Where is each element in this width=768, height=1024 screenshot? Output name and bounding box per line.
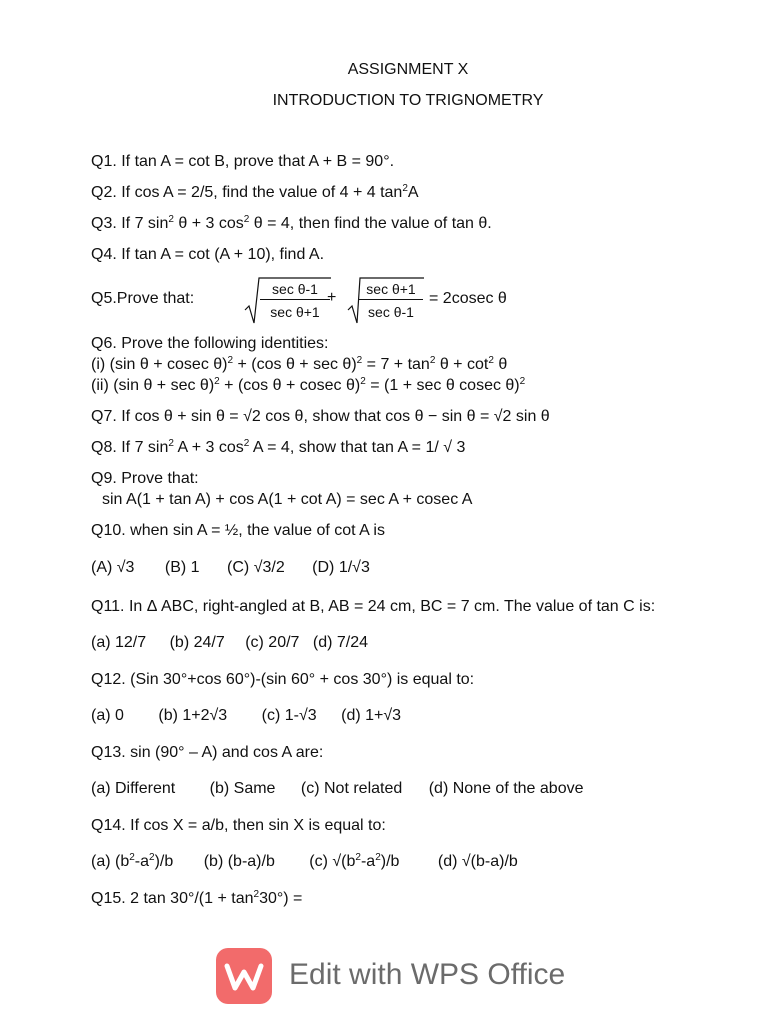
option: (d) √(b-a)/b bbox=[437, 853, 518, 870]
option: (b) 24/7 bbox=[169, 634, 225, 651]
option: (d) 1+√3 bbox=[341, 707, 402, 724]
option: (c) Not related bbox=[300, 780, 403, 797]
question-11-options bbox=[91, 633, 368, 653]
wps-logo-icon[interactable] bbox=[216, 948, 272, 1004]
option: (b) 1+2√3 bbox=[158, 707, 228, 724]
question-3: Q3. If 7 $\sin^2 \theta + 3$ $\cos^2 \theta = 4$, then find the value of tan θ. bbox=[91, 214, 492, 232]
question-12: Q12. (Sin 30°+cos 60°)-(sin 60° + cos 30°) is equal to: bbox=[91, 671, 475, 688]
question-9-title: Q9. Prove that: bbox=[91, 470, 199, 487]
question-10-options bbox=[91, 558, 370, 578]
option: (a) 0 bbox=[91, 707, 124, 724]
question-6-part-ii: (ii) (sin θ + sec θ)$^2$ + (cos θ + cosec θ)$^2$ = (1 + sec θ cosec θ)$^2$ bbox=[91, 376, 526, 394]
option: (d) None of the above bbox=[428, 780, 584, 797]
question-6-title: Q6. Prove the following identities: bbox=[91, 335, 329, 352]
wps-brand-text[interactable]: Edit with WPS Office bbox=[289, 958, 566, 991]
option: (b) Same bbox=[209, 780, 276, 797]
question-11: Q11. In Δ ABC, right-angled at B, AB = 24 cm, BC = 7 cm. The value of tan C is: bbox=[91, 598, 656, 615]
question-13: Q13. sin (90° – A) and cos A are: bbox=[91, 744, 324, 761]
option: (a) $(b^2-a^2)/b$ bbox=[91, 852, 174, 870]
question-4: Q4. If tan A = cot (A + 10), find A. bbox=[91, 246, 325, 263]
option: (c) 20/7 bbox=[245, 634, 300, 651]
option: (D) 1/√3 bbox=[312, 559, 370, 576]
question-2: Q2. If cos A = 2/5, find the value of 4 + 4 $\tan^2A$ bbox=[91, 183, 419, 201]
question-6-part-i: (i) (sin θ + cosec θ)$^2$ + (cos $\theta + \sec \theta)^2 = 7 + \tan^2 \theta + \cot^2 \theta$ bbox=[91, 355, 508, 373]
option: (A) √3 bbox=[91, 559, 135, 576]
option: (c) $√(b^2-a^2)/b$ bbox=[309, 852, 400, 870]
page-title: ASSIGNMENT X bbox=[347, 61, 469, 78]
option: (d) 7/24 bbox=[312, 634, 369, 651]
question-12-options bbox=[91, 706, 401, 726]
option: (a) 12/7 bbox=[91, 634, 147, 651]
question-1: Q1. If tan A = cot B, prove that A + B = 90°. bbox=[91, 153, 395, 170]
option: (a) Different bbox=[91, 780, 176, 797]
page-subtitle: INTRODUCTION TO TRIGNOMETRY bbox=[272, 92, 544, 109]
option: (C) √3/2 bbox=[227, 559, 285, 576]
question-9-body: sin A(1 + tan A) + cos A(1 + cot A) = sec A + cosec A bbox=[102, 491, 473, 508]
question-15: Q15. 2 $\tan 30^\circ/(1 + \tan^230^\circ)$ = bbox=[91, 889, 303, 907]
wps-w-mark-icon bbox=[216, 948, 272, 1004]
question-14-options bbox=[91, 852, 518, 874]
question-14: Q14. If cos X = a/b, then sin X is equal to: bbox=[91, 817, 386, 834]
question-10: Q10. when sin A = ½, the value of cot A is bbox=[91, 522, 385, 539]
question-7: Q7. If cos θ + sin θ = √2 cos θ, show that cos θ − sin θ = √2 sin θ bbox=[91, 408, 550, 425]
option: (b) (b-a)/b bbox=[203, 853, 275, 870]
question-8: Q8. If 7 $\sin^2 A + 3$ $\cos^2 A = 4$, show that tan A = 1/ √ 3 bbox=[91, 438, 466, 456]
question-13-options bbox=[91, 779, 583, 799]
option: (B) 1 bbox=[164, 559, 200, 576]
option: (c) 1-√3 bbox=[261, 707, 317, 724]
